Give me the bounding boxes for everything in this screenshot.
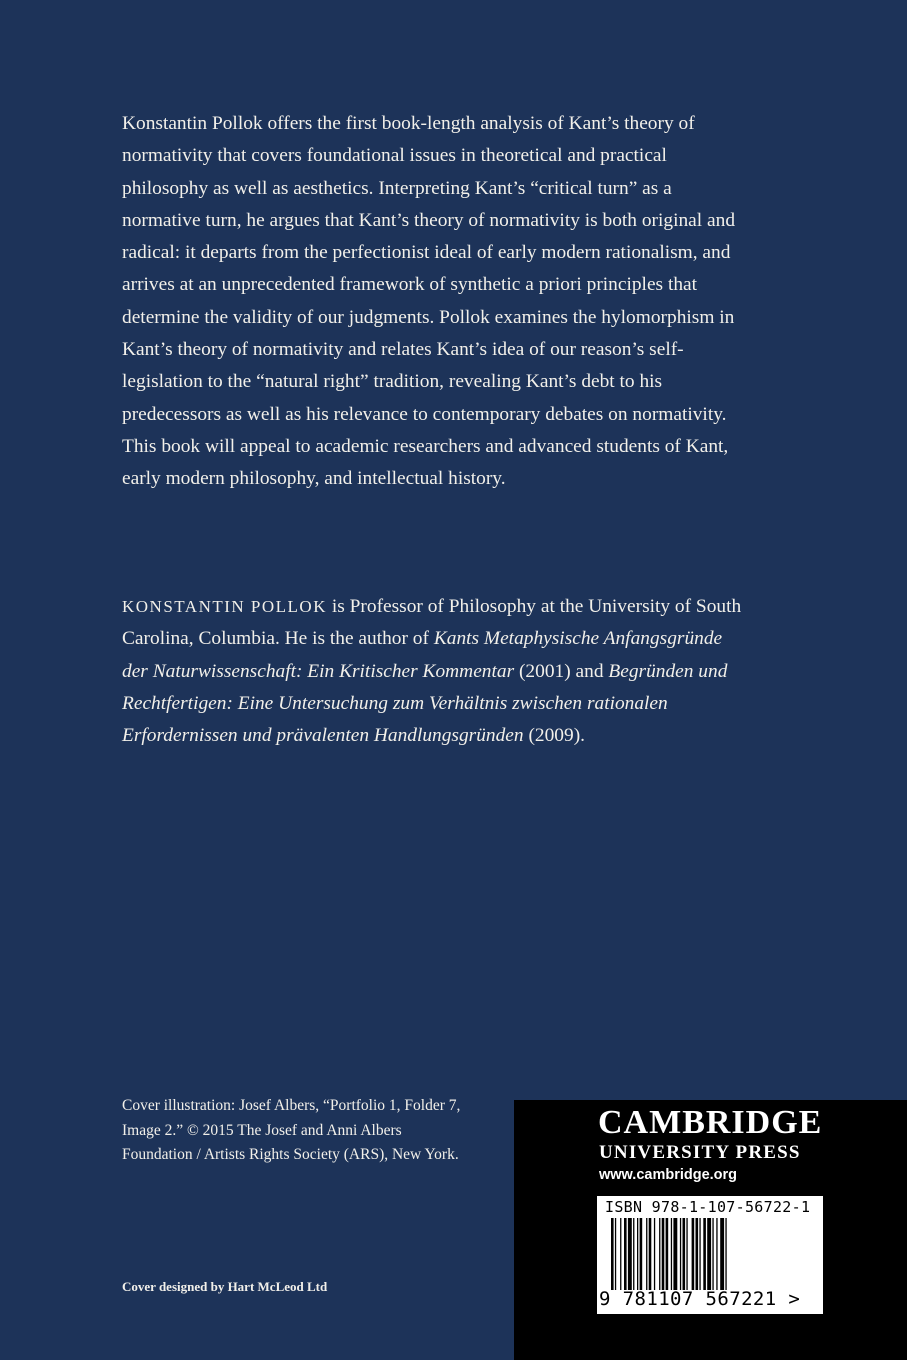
author-name: KONSTANTIN POLLOK xyxy=(122,597,327,616)
barcode-bar xyxy=(680,1218,681,1290)
barcode-bar xyxy=(615,1218,616,1290)
barcode-bar xyxy=(640,1218,643,1290)
isbn-barcode xyxy=(597,1196,823,1314)
barcode-digits: 9 781107 567221 > xyxy=(599,1288,801,1310)
barcode-bar xyxy=(686,1218,687,1290)
barcode-bar xyxy=(707,1218,711,1290)
barcode-bar xyxy=(649,1218,652,1290)
barcode-bar xyxy=(699,1218,700,1290)
barcode-bar xyxy=(620,1218,621,1290)
barcode-bar xyxy=(720,1218,724,1290)
bio-text-3: (2009). xyxy=(523,725,586,747)
barcode-bar xyxy=(673,1218,677,1290)
barcode-bar xyxy=(659,1218,660,1290)
barcode-bar xyxy=(671,1218,672,1290)
publisher-logo-subname: UNIVERSITY PRESS xyxy=(599,1142,801,1163)
barcode-bar xyxy=(712,1218,713,1290)
isbn-label: ISBN 978-1-107-56722-1 xyxy=(605,1198,811,1216)
bio-text-1: is Professor of Philosophy at the University of South Carolina, Columbia. He is the author of xyxy=(122,596,742,650)
barcode-bar xyxy=(696,1218,699,1290)
publisher-url: www.cambridge.org xyxy=(599,1167,738,1183)
author-bio xyxy=(122,591,742,752)
barcode-bar xyxy=(654,1218,655,1290)
barcode-bar xyxy=(692,1218,695,1290)
barcode-bar xyxy=(666,1218,669,1290)
book-description: Konstantin Pollok offers the first book-length analysis of Kant’s theory of normativity that covers foundational issues in theoretical and practical philosophy as well as aesthetics. Interpreting Kant’s “critical turn” as a normative turn, he argues that Kant’s theory of normativity is both original and radical: it departs from the perfectionist ideal of early modern rationalism, and arrives at an unprecedented framework of synthetic a priori principles that determine the validity of our judgments. Pollok examines the hylomorphism in Kant’s theory of normativity and relates Kant’s idea of our reason’s self-legislation to the “natural right” tradition, revealing Kant’s debt to his predecessors as well as his relevance to contemporary debates on normativity. This book will appeal to academic researchers and advanced students of Kant, early modern philosophy, and intellectual history. xyxy=(122,113,736,490)
cover-designer-credit: Cover designed by Hart McLeod Ltd xyxy=(122,1279,328,1294)
cover-illustration-credit: Cover illustration: Josef Albers, “Portfolio 1, Folder 7, Image 2.” © 2015 The Josef and Anni Albers Foundation / Artists Rights Society (ARS), New York. xyxy=(122,1097,461,1163)
barcode-bar xyxy=(628,1218,632,1290)
book-title-1: Kants Metaphysische Anfangsgründe der Naturwissenschaft: Ein Kritischer Kommentar xyxy=(122,628,723,682)
barcode-bar xyxy=(683,1218,686,1290)
barcode-bar xyxy=(633,1218,634,1290)
barcode-bar xyxy=(703,1218,706,1290)
barcode-bar xyxy=(646,1218,647,1290)
barcode-bar xyxy=(725,1218,726,1290)
barcode-bar xyxy=(637,1218,638,1290)
barcode-bar xyxy=(716,1218,717,1290)
barcode-bar xyxy=(662,1218,665,1290)
book-title-2: Begründen und Rechtfertigen: Eine Untersuchung zum Verhältnis zwischen rationalen Erfordernissen und prävalenten Handlungsgründen xyxy=(122,660,728,747)
barcode-bar xyxy=(624,1218,627,1290)
bio-text-2: (2001) and xyxy=(514,660,609,682)
barcode-bar xyxy=(611,1218,614,1290)
publisher-logo-name: CAMBRIDGE xyxy=(598,1104,823,1141)
barcode-bars xyxy=(611,1218,809,1290)
